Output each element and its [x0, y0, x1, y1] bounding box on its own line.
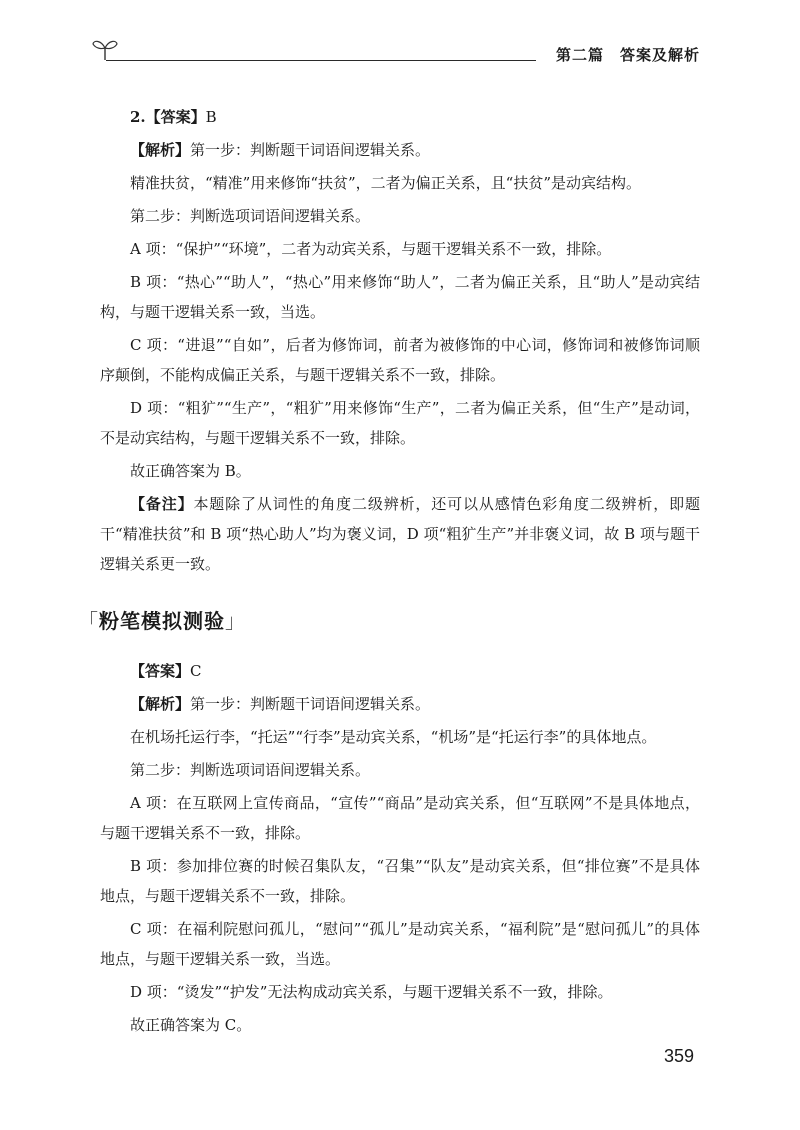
page-number: 359	[663, 1046, 694, 1066]
mock-option-d: D 项：“烫发”“护发”无法构成动宾关系，与题干逻辑关系不一致，排除。	[130, 983, 613, 1001]
q2-stem-line: 精准扶贫，“精准”用来修饰“扶贫”，二者为偏正关系，且“扶贫”是动宾结构。	[130, 174, 642, 192]
q2-option-b: B 项：“热心”“助人”，“热心”用来修饰“助人”，二者为偏正关系，且“助人”是动宾结构，与题干逻辑关系一致，当选。	[100, 273, 700, 321]
q2-step2: 第二步：判断选项词语间逻辑关系。	[130, 207, 371, 225]
q2-note: 【备注】本题除了从词性的角度二级辨析，还可以从感情色彩角度二级辨析，即题干“精准扶贫”和 B 项“热心助人”均为褒义词，D 项“粗犷生产”并非褒义词，故 B 项与题干逻辑关系更一致。	[100, 495, 700, 573]
q2-conclusion: 故正确答案为 B。	[130, 462, 251, 480]
page-header	[92, 34, 704, 74]
section-title: 粉笔模拟测验	[99, 609, 225, 633]
mock-stem-line: 在机场托运行李，“托运”“行李”是动宾关系，“机场”是“托运行李”的具体地点。	[130, 728, 657, 746]
q2-option-a: A 项：“保护”“环境”，二者为动宾关系，与题干逻辑关系不一致，排除。	[130, 240, 612, 258]
mock-analysis: 【解析】第一步：判断题干词语间逻辑关系。	[130, 695, 431, 713]
section-open-bracket: 「	[78, 609, 99, 633]
header-title: 第二篇 答案及解析	[555, 46, 700, 64]
mock-conclusion: 故正确答案为 C。	[130, 1016, 252, 1034]
q2-option-d: D 项：“粗犷”“生产”，“粗犷”用来修饰“生产”，二者为偏正关系，但“生产”是动词，不是动宾结构，与题干逻辑关系不一致，排除。	[100, 399, 700, 447]
sprout-icon	[92, 36, 118, 62]
mock-step2: 第二步：判断选项词语间逻辑关系。	[130, 761, 371, 779]
q2-answer: 2.【答案】B	[130, 108, 217, 126]
page-content	[78, 102, 700, 1043]
mock-option-c: C 项：在福利院慰问孤儿，“慰问”“孤儿”是动宾关系，“福利院”是“慰问孤儿”的具体地点，与题干逻辑关系一致，当选。	[100, 920, 700, 968]
q2-analysis: 【解析】第一步：判断题干词语间逻辑关系。	[130, 141, 431, 159]
mock-option-a: A 项：在互联网上宣传商品，“宣传”“商品”是动宾关系，但“互联网”不是具体地点，与题干逻辑关系不一致，排除。	[100, 794, 700, 842]
header-rule	[106, 60, 536, 61]
mock-answer: 【答案】C	[130, 662, 202, 680]
q2-option-c: C 项：“进退”“自如”，后者为修饰词，前者为被修饰的中心词，修饰词和被修饰词顺序颠倒，不能构成偏正关系，与题干逻辑关系不一致，排除。	[100, 336, 700, 384]
section-close-bracket: 」	[225, 609, 246, 633]
section-heading	[78, 605, 700, 634]
mock-option-b: B 项：参加排位赛的时候召集队友，“召集”“队友”是动宾关系，但“排位赛”不是具体地点，与题干逻辑关系不一致，排除。	[100, 857, 700, 905]
